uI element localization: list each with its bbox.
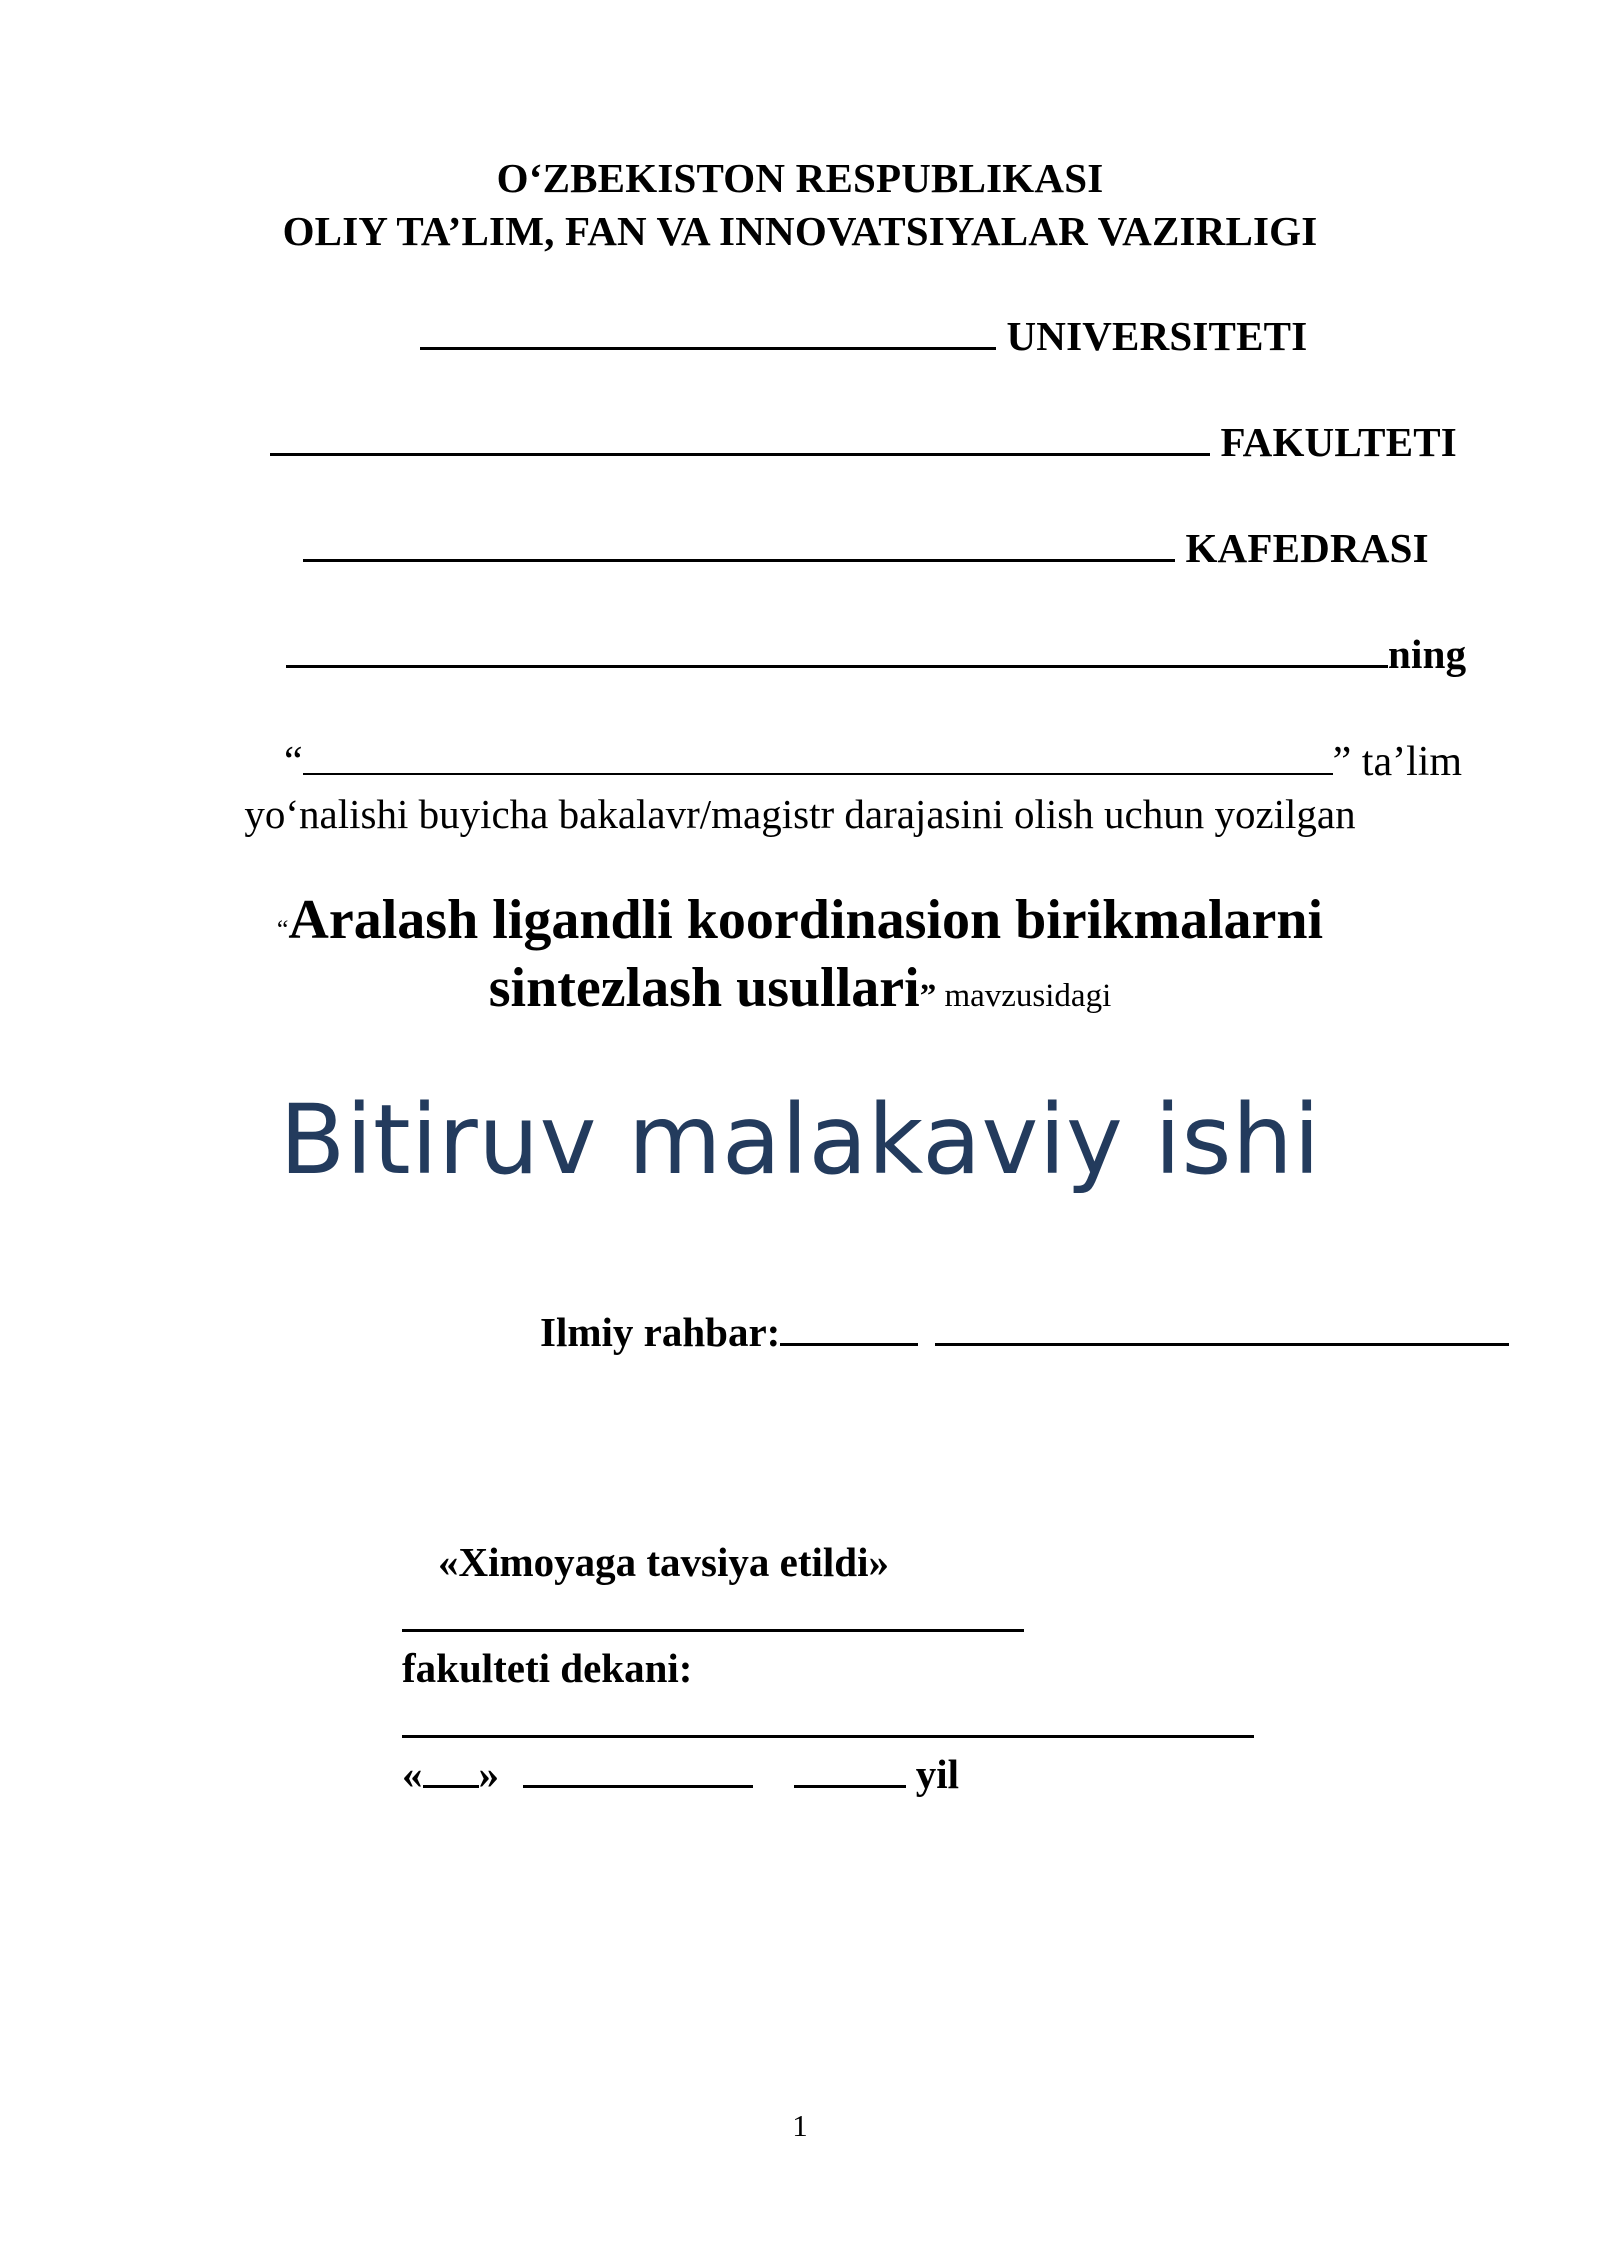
month-blank <box>523 1755 753 1788</box>
page-number: 1 <box>792 2108 808 2143</box>
department-blank-line <box>303 529 1175 562</box>
thesis-title: Bitiruv malakaviy ishi <box>279 1084 1321 1196</box>
faculty-label: FAKULTETI <box>1220 419 1457 465</box>
defense-recommended-text: «Ximoyaga tavsiya etildi» <box>438 1539 889 1585</box>
direction-open-quote: “ <box>284 739 303 785</box>
department-label: KAFEDRASI <box>1185 525 1429 571</box>
supervisor-name-blank <box>935 1313 1509 1346</box>
direction-close-quote: ” ta’lim <box>1332 739 1463 785</box>
dean-name-field <box>402 1700 1254 1748</box>
university-field <box>420 312 1307 360</box>
year-blank <box>794 1755 906 1788</box>
topic-line-2 <box>0 956 1600 1020</box>
faculty-field <box>270 418 1457 466</box>
student-field <box>286 630 1466 678</box>
topic-title-part-2: sintezlash usullari <box>488 957 920 1019</box>
dean-name-blank-line <box>402 1705 1254 1738</box>
university-label: UNIVERSITETI <box>1006 313 1308 359</box>
date-field <box>402 1750 959 1798</box>
ministry-name-heading: OLIY TA’LIM, FAN VA INNOVATSIYALAR VAZIRLIGI <box>282 208 1318 254</box>
supervisor-title-blank <box>780 1313 918 1346</box>
supervisor-field <box>540 1308 1509 1356</box>
ministry-republic-heading: O‘ZBEKISTON RESPUBLIKASI <box>496 155 1104 201</box>
direction-purpose-text: yo‘nalishi buyicha bakalavr/magistr darajasini olish uchun yozilgan <box>244 791 1356 837</box>
student-blank-line <box>286 635 1388 668</box>
topic-title-part-1: Aralash ligandli koordinasion birikmalarni <box>288 889 1324 951</box>
date-open-quote: « <box>402 1751 423 1797</box>
date-close-quote: » <box>478 1751 499 1797</box>
faculty-blank-line <box>270 423 1210 456</box>
supervisor-label: Ilmiy rahbar: <box>540 1309 781 1355</box>
direction-blank-line <box>303 743 1333 775</box>
student-suffix: ning <box>1388 631 1467 677</box>
direction-field <box>284 738 1462 786</box>
year-label: yil <box>915 1751 960 1797</box>
topic-open-quote: “ <box>276 915 289 944</box>
dean-faculty-blank-line <box>402 1599 1024 1632</box>
topic-suffix: mavzusidagi <box>936 978 1112 1014</box>
university-blank-line <box>420 317 996 350</box>
topic-line-1 <box>0 888 1600 952</box>
department-field <box>303 524 1429 572</box>
day-blank <box>423 1755 479 1788</box>
topic-close-quote: ” <box>919 978 937 1014</box>
dean-label: fakulteti dekani: <box>402 1645 693 1691</box>
dean-faculty-field <box>402 1594 1024 1642</box>
